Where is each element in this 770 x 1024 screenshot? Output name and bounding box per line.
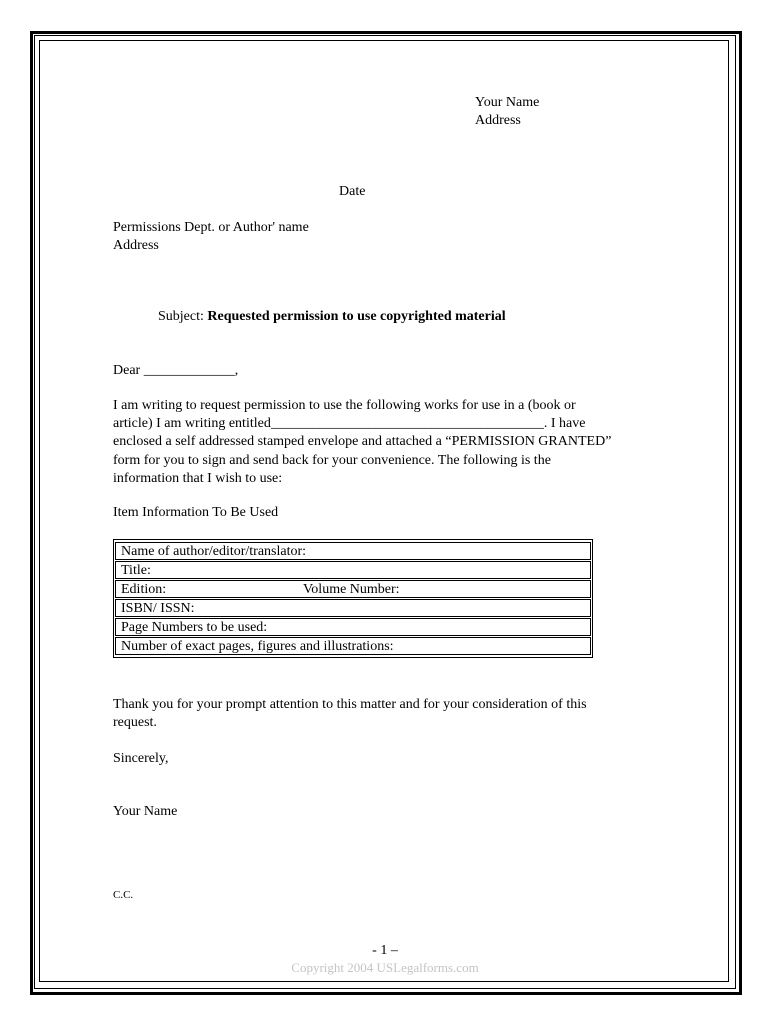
table-row [115, 542, 591, 560]
item-information-table [113, 539, 593, 658]
signoff: Sincerely, [113, 751, 169, 766]
closing-paragraph: Thank you for your prompt attention to this matter and for your consideration of this request. [113, 697, 587, 731]
copyright-watermark: Copyright 2004 USLegalforms.com [291, 960, 479, 975]
row-label-figures: Number of exact pages, figures and illustrations: [121, 639, 394, 654]
subject-label: Subject: [158, 309, 204, 324]
row-label-author: Name of author/editor/translator: [121, 544, 307, 559]
sender-name: Your Name [475, 95, 540, 110]
date-field: Date [339, 184, 366, 199]
table-row [115, 599, 591, 617]
recipient-name: Permissions Dept. or Author' name [113, 220, 309, 235]
page-number: - 1 – [372, 943, 398, 958]
sender-address: Address [475, 113, 521, 128]
recipient-address: Address [113, 238, 159, 253]
row-label-volume: Volume Number: [303, 582, 400, 597]
table-row [115, 561, 591, 579]
item-heading: Item Information To Be Used [113, 505, 279, 520]
subject-text: Requested permission to use copyrighted material [207, 309, 506, 324]
body-paragraph: I am writing to request permission to use the following works for use in a (book or article) I am writing entitled_______________________________________. I have enclosed a self addressed stamped envelope and attached a “PERMISSION GRANTED” form for you to sign and send back for your convenience. The following is the information that I wish to use: [113, 398, 612, 486]
signature-name: Your Name [113, 804, 178, 819]
row-label-title: Title: [121, 563, 151, 578]
row-label-edition: Edition: [121, 582, 167, 597]
subject-line [158, 308, 506, 326]
salutation: Dear _____________, [113, 363, 239, 378]
row-label-isbn: ISBN/ ISSN: [121, 601, 195, 616]
row-label-pages: Page Numbers to be used: [121, 620, 268, 635]
table-row [115, 637, 591, 655]
cc-line: C.C. [113, 889, 134, 901]
table-row [115, 618, 591, 636]
table-row [115, 580, 591, 598]
